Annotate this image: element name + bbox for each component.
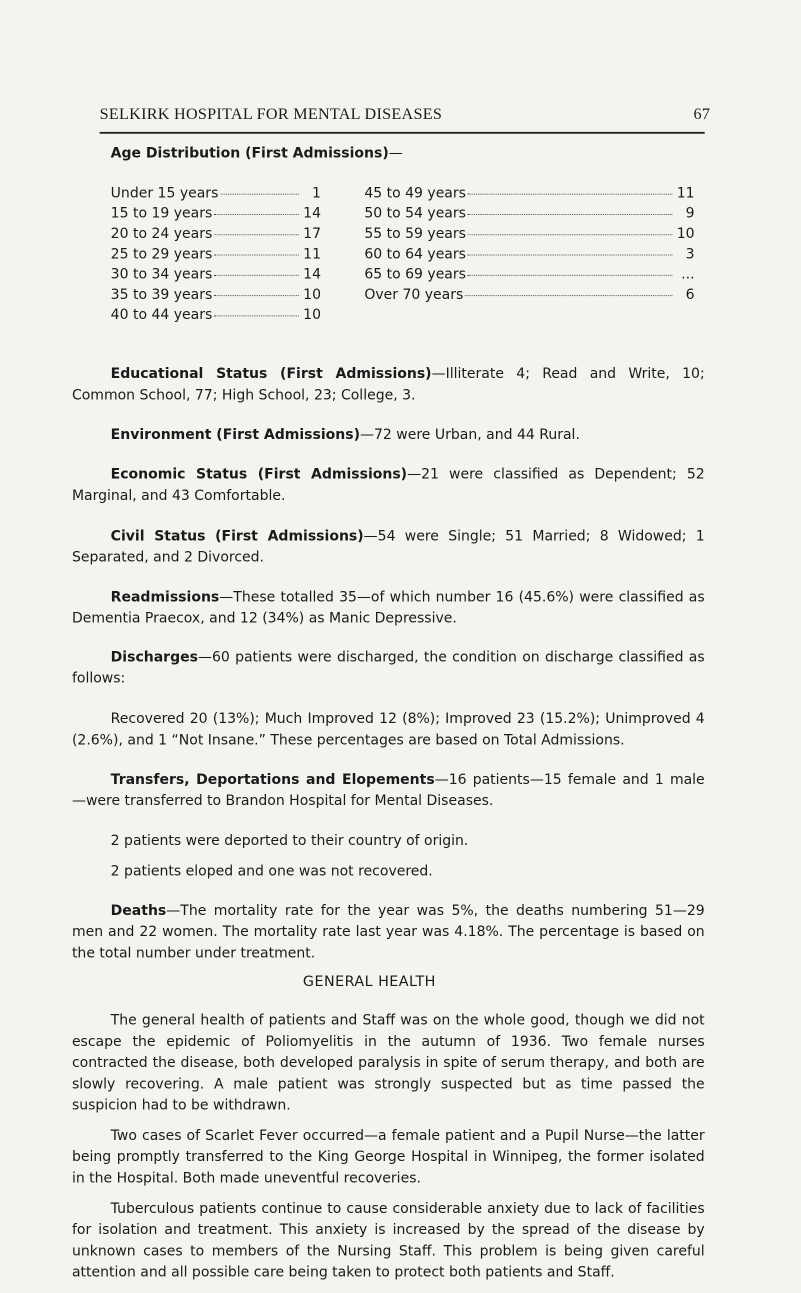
civil-heading: Civil Status (First Admissions) [110,527,364,545]
running-title: SELKIRK HOSPITAL FOR MENTAL DISEASES [99,104,443,123]
general-health-paragraph-2: Two cases of Scarlet Fever occurred—a female patient and a Pupil Nurse—the latter being promptly transferred to the King George Hospital in Winnipeg, the former isolated in the Hospital. Both made uneventful recoveries. [71,1127,705,1187]
age-count: 10 [676,225,695,242]
age-row [364,245,694,265]
discharges-heading: Discharges [110,648,198,666]
age-count: 1 [312,184,321,202]
age-table-left [111,184,321,326]
age-row [111,245,321,265]
age-count: 10 [303,306,321,323]
age-count: 11 [676,184,695,202]
dot-leader [214,275,299,276]
educational-heading: Educational Status (First Admissions) [110,365,432,382]
age-row [111,266,321,286]
dot-leader [468,234,673,235]
economic-heading: Economic Status (First Admissions) [110,465,408,483]
economic-status-paragraph [72,464,705,506]
age-range-label: 25 to 29 years [110,245,213,262]
dot-leader [465,295,672,296]
age-range-label: 15 to 19 years [110,204,213,222]
dot-leader [468,194,673,195]
economic-text: —21 were classified as Dependent; 52 Marginal, and 43 Comfortable. [71,465,705,504]
civil-status-paragraph [72,526,705,568]
dot-leader [214,214,299,215]
age-row [364,225,694,245]
environment-text: —72 were Urban, and 44 Rural. [359,426,580,443]
civil-text: —54 were Single; 51 Married; 8 Widowed; 1 Separated, and 2 Divorced. [71,527,705,566]
deaths-paragraph [72,900,705,964]
age-count: 9 [685,204,695,222]
age-range-label: 60 to 64 years [364,245,466,262]
discharges-paragraph [72,647,705,689]
readmissions-text: —These totalled 35—of which number 16 (45.6%) were classified as Dementia Praecox, and 12 (34%) as Manic Depressive. [71,588,705,627]
age-row [111,286,321,306]
page-header [100,104,711,123]
dot-leader [214,315,299,316]
age-range-label: Over 70 years [364,285,464,303]
deported-paragraph: 2 patients were deported to their country of origin. [110,831,469,849]
header-rule [100,132,705,134]
age-heading-text: Age Distribution (First Admissions) [110,144,389,162]
age-count: 10 [303,285,321,303]
environment-paragraph [72,424,705,445]
page-number: 67 [693,104,711,123]
readmissions-heading: Readmissions [110,588,220,606]
age-row [364,184,694,204]
deaths-heading: Deaths [110,902,167,919]
dot-leader [214,234,299,235]
transfers-text: —16 patients—15 female and 1 male—were transferred to Brandon Hospital for Mental Diseases. [71,771,705,809]
dot-leader [220,194,299,195]
age-row [111,225,321,245]
age-range-label: 65 to 69 years [364,265,466,283]
age-count: 11 [303,245,321,262]
age-range-label: 50 to 54 years [364,204,466,222]
dot-leader [214,295,299,296]
discharges-text: —60 patients were discharged, the condition on discharge classified as follows: [71,648,705,687]
transfers-heading: Transfers, Deportations and Elopements [110,771,435,788]
age-count: 14 [303,265,321,283]
age-row [111,205,321,225]
age-table-right [364,184,694,306]
dot-leader [214,255,299,256]
age-heading-suffix: — [388,144,403,162]
environment-heading: Environment (First Admissions) [110,426,360,443]
dot-leader [468,255,673,256]
age-range-label: 45 to 49 years [364,184,466,202]
age-row [364,266,694,286]
age-count: 6 [685,285,695,303]
age-distribution-heading [111,145,403,162]
dot-leader [468,275,673,276]
deaths-text: —The mortality rate for the year was 5%, the deaths numbering 51—29 men and 22 women. The mortality rate last year was 4.18%. The percentage is based on the total number under treatment. [71,902,705,962]
age-range-label: 30 to 34 years [110,265,213,283]
age-count: ... [681,265,695,283]
age-range-label: 40 to 44 years [110,306,213,323]
age-range-label: 20 to 24 years [110,225,213,242]
recovered-paragraph: Recovered 20 (13%); Much Improved 12 (8%); Improved 23 (15.2%); Unimproved 4 (2.6%), and 1 “Not Insane.” These percentages are based on Total Admissions. [71,710,705,749]
age-row [364,205,694,225]
age-row [111,184,321,204]
general-health-paragraph-3: Tuberculous patients continue to cause considerable anxiety due to lack of facilities for isolation and treatment. This anxiety is increased by the spread of the disease by unknown cases to members of the Nursing Staff. This problem is being given careful attention and all possible care being taken to protect both patients and Staff. [71,1199,705,1281]
age-count: 14 [303,204,321,222]
educational-text: —Illiterate 4; Read and Write, 10; Common School, 77; High School, 23; College, 3. [71,365,705,404]
readmissions-paragraph [72,587,705,629]
age-count: 17 [303,225,321,242]
general-health-paragraph-1: The general health of patients and Staff was on the whole good, though we did not escape the epidemic of Poliomyelitis in the autumn of 1936. Two female nurses contracted the disease, both developed paralysis in spite of serum therapy, and both are slowly recovering. A male patient was strongly suspected but as time passed the suspicion had to be withdrawn. [71,1011,705,1114]
transfers-paragraph [72,769,705,811]
age-row [364,286,694,306]
educational-status-paragraph [72,363,705,405]
dot-leader [468,214,673,215]
age-count: 3 [685,245,695,262]
general-health-title: GENERAL HEALTH [302,973,436,990]
age-range-label: 55 to 59 years [364,225,466,242]
eloped-paragraph: 2 patients eloped and one was not recovered. [110,862,433,880]
age-row [111,306,321,326]
age-range-label: 35 to 39 years [110,285,213,303]
age-range-label: Under 15 years [110,184,219,202]
